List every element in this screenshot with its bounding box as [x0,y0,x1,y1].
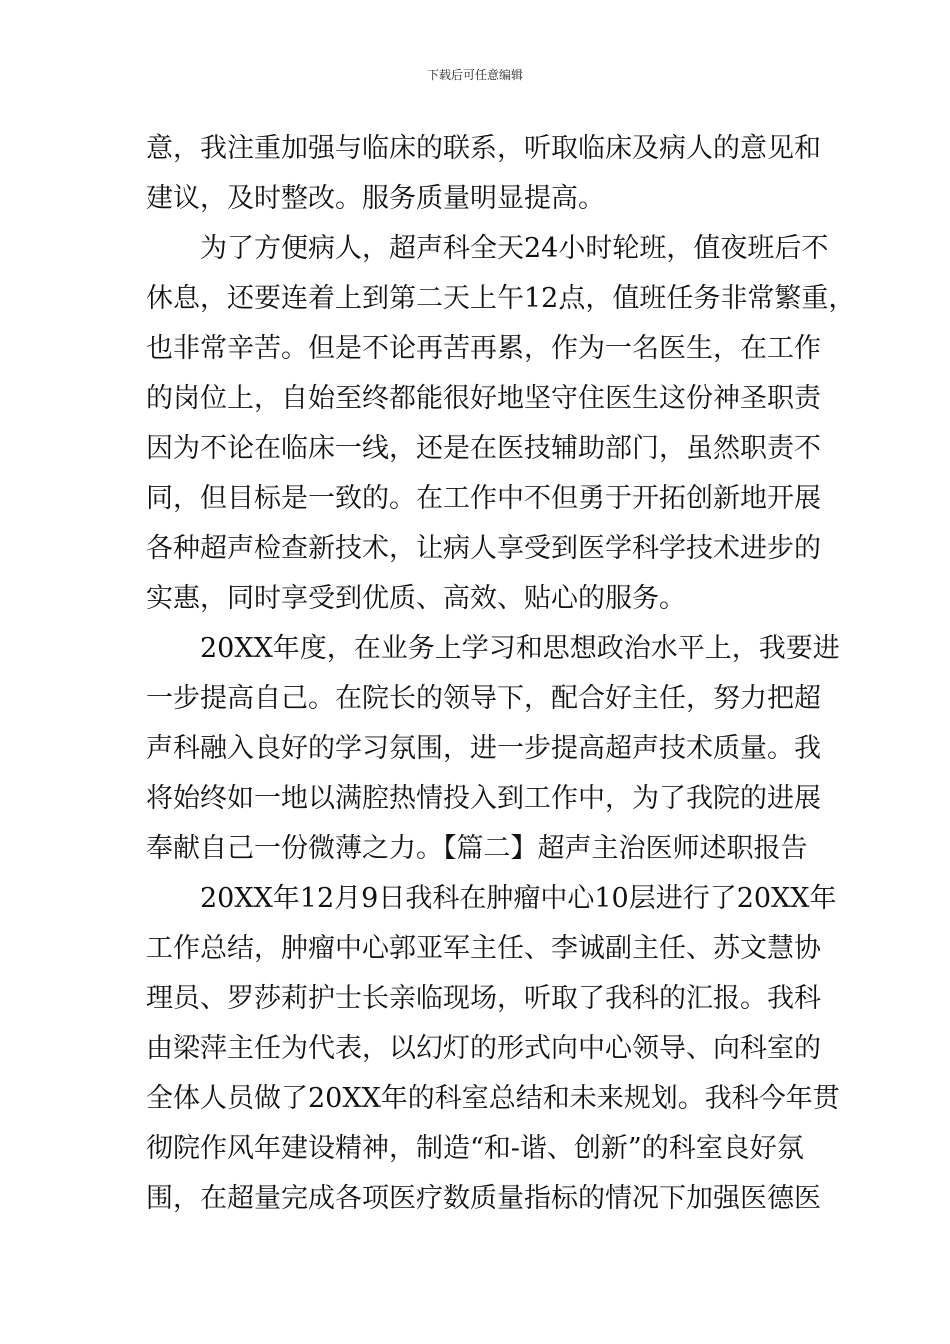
document-body [146,124,856,1224]
text-line: 的岗位上，自始至终都能很好地坚守住医生这份神圣职责 [146,383,821,414]
text-line: 一步提高自己。在院长的领导下，配合好主任，努力把超 [146,683,821,714]
text-line: 工作总结，肿瘤中心郭亚军主任、李诚副主任、苏文慧协 [146,933,821,964]
text-line: 理员、罗莎莉护士长亲临现场，听取了我科的汇报。我科 [146,983,821,1014]
text-line: 建议，及时整改。服务质量明显提高。 [146,183,605,214]
text-line: 意，我注重加强与临床的联系，听取临床及病人的意见和 [146,133,821,164]
text-line: 实惠，同时享受到优质、高效、贴心的服务。 [146,583,686,614]
text-line: 也非常辛苦。但是不论再苦再累，作为一名医生，在工作 [146,333,821,364]
text-line: 由梁萍主任为代表，以幻灯的形式向中心领导、向科室的 [146,1033,821,1064]
text-line: 各种超声检查新技术，让病人享受到医学科学技术进步的 [146,533,821,564]
text-line: 20XX年度，在业务上学习和思想政治水平上，我要进 [146,633,840,664]
text-line: 奉献自己一份微薄之力。【篇二】超声主治医师述职报告 [146,833,808,864]
text-line: 全体人员做了20XX年的科室总结和未来规划。我科今年贯 [146,1083,840,1114]
text-line: 围，在超量完成各项医疗数质量指标的情况下加强医德医 [146,1183,821,1214]
text-line: 为了方便病人，超声科全天24小时轮班，值夜班后不 [146,233,829,264]
text-line: 声科融入良好的学习氛围，进一步提高超声技术质量。我 [146,733,821,764]
text-line: 同，但目标是一致的。在工作中不但勇于开拓创新地开展 [146,483,821,514]
text-line: 将始终如一地以满腔热情投入到工作中，为了我院的进展 [146,783,821,814]
text-line: 20XX年12月9日我科在肿瘤中心10层进行了20XX年 [146,883,837,914]
text-line: 休息，还要连着上到第二天上午12点，值班任务非常繁重， [146,283,856,314]
text-line: 彻院作风年建设精神，制造“和-谐、创新”的科室良好氛 [146,1133,804,1164]
text-line: 因为不论在临床一线，还是在医技辅助部门，虽然职责不 [146,433,821,464]
page-header: 下载后可任意编辑 [426,68,523,82]
